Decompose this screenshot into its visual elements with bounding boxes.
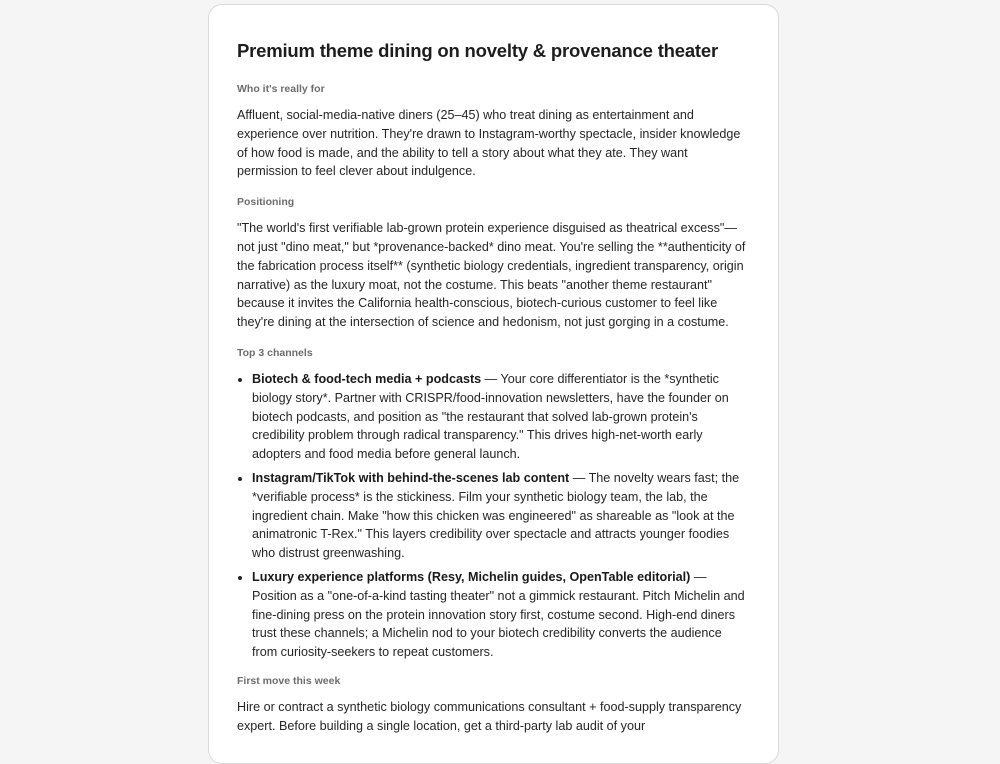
- channel-title: Instagram/TikTok with behind-the-scenes lab content: [252, 470, 570, 485]
- brief-title: Premium theme dining on novelty & provenance theater: [237, 40, 718, 61]
- first-move-text: Hire or contract a synthetic biology communications consultant + food-supply transparency expert. Before building a single location, get a third-party lab audit of your: [237, 699, 742, 733]
- section-label-positioning: Positioning: [237, 196, 295, 209]
- audience-text: Affluent, social-media-native diners (25–45) who treat dining as entertainment and experience over nutrition. They're drawn to Instagram-worthy spectacle, insider knowledge of how food is made, and the ability to tell a story about what they ate. They want permission to feel clever about indulgence.: [237, 108, 741, 179]
- section-label-audience: Who it's really for: [237, 83, 325, 95]
- section-label-channels: Top 3 channels: [237, 346, 313, 359]
- positioning-text: "The world's first verifiable lab-grown protein experience disguised as theatrical excess"— not just "dino meat," but *provenance-backed* dino meat. You're selling the **authenticity of the fabrication process itself** (synthetic biology credentials, ingredient transparency, origin narrative) as the luxury moat, not the costume. This beats "another theme restaurant" because it invites the California health-conscious, biotech-curious customer to feel like they're dining at the intersection of science and hedonism, not just gorging in a costume.: [237, 221, 746, 330]
- channels-list: [237, 370, 750, 662]
- channel-title: Luxury experience platforms (Resy, Michelin guides, OpenTable editorial): [252, 569, 691, 584]
- channel-item: [252, 469, 750, 563]
- brief-card: [208, 4, 779, 764]
- section-label-first-move: First move this week: [237, 674, 341, 687]
- channel-item: [252, 568, 750, 662]
- channel-item: [252, 370, 750, 464]
- channel-description: — Your core differentiator is the *synthetic biology story*. Partner with CRISPR/food-innovation newsletters, have the founder on biotech podcasts, and position as "the restaurant that solved lab-grown protein's credibility problem through radical transparency." This drives high-net-worth early adopters and food media before general launch.: [252, 371, 729, 462]
- channel-description: — Position as a "one-of-a-kind tasting theater" not a gimmick restaurant. Pitch Michelin and fine-dining press on the protein innovation story first, costume second. High-end diners trust these channels; a Michelin nod to your biotech credibility converts the audience from curiosity-seekers to repeat customers.: [252, 569, 745, 660]
- channel-description: — The novelty wears fast; the *verifiable process* is the stickiness. Film your synthetic biology team, the lab, the ingredient chain. Make "how this chicken was engineered" as shareable as "look at the animatronic T-Rex." This layers credibility over spectacle and attracts younger foodies who distrust greenwashing.: [252, 470, 740, 561]
- channel-title: Biotech & food-tech media + podcasts: [252, 371, 482, 386]
